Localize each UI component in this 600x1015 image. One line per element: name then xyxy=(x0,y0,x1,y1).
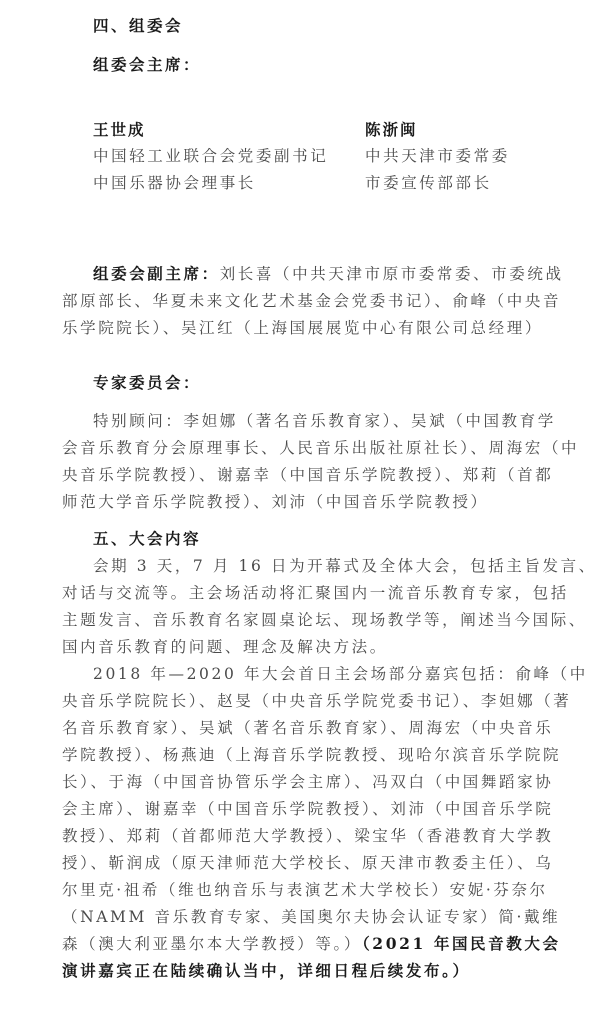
guests-line: 教授）、郑莉（首都师范大学教授）、梁宝华（香港教育大学教 xyxy=(62,827,554,845)
chair-name: 陈浙闽 xyxy=(365,120,418,139)
guests-line: 授）、靳润成（原天津师范大学校长、原天津市教委主任）、乌 xyxy=(62,854,554,872)
guests-line: 森（澳大利亚墨尔本大学教授）等。）（2021 年国民音教大会 xyxy=(62,934,561,953)
chair-title: 中共天津市委常委 xyxy=(365,147,510,165)
vice-chair-line: 组委会副主席：刘长喜（中共天津市原市委常委、市委统战 xyxy=(93,264,564,283)
content-line: 主题发言、音乐教育名家圆桌论坛、现场教学等，阐述当今国际、 xyxy=(62,611,587,629)
vice-chair-line: 乐学院院长）、吴江红（上海国展展览中心有限公司总经理） xyxy=(62,319,543,337)
guests-line: 名音乐教育家）、吴斌（著名音乐教育家）、周海宏（中央音乐 xyxy=(62,719,554,737)
vice-chair-line: 部原部长、华夏未来文化艺术基金会党委书记）、俞峰（中央音 xyxy=(62,292,562,310)
chair-title: 中国乐器协会理事长 xyxy=(93,174,256,192)
content-line: 国内音乐教育的问题、理念及解决方法。 xyxy=(62,638,388,656)
section-5-heading: 五、大会内容 xyxy=(93,529,202,548)
guests-line: 学院教授）、杨燕迪（上海音乐学院教授、现哈尔滨音乐学院院 xyxy=(62,746,562,764)
experts-line: 会音乐教育分会原理事长、人民音乐出版社原社长）、周海宏（中 xyxy=(62,439,580,457)
chair-label: 组委会主席： xyxy=(93,55,202,74)
chair-title: 中国轻工业联合会党委副书记 xyxy=(93,147,329,165)
experts-line: 央音乐学院教授）、谢嘉幸（中国音乐学院教授）、郑莉（首都 xyxy=(62,466,554,484)
experts-label: 专家委员会： xyxy=(93,373,202,392)
chair-name: 王世成 xyxy=(93,120,146,139)
content-line: 会期 3 天，7 月 16 日为开幕式及全体大会，包括主旨发言、 xyxy=(93,557,597,575)
chair-title: 市委宣传部部长 xyxy=(365,174,492,192)
experts-line: 特别顾问：李妲娜（著名音乐教育家）、吴斌（中国教育学 xyxy=(93,412,556,430)
chair-column-2 xyxy=(365,116,510,197)
content-line: 对话与交流等。主会场活动将汇聚国内一流音乐教育专家，包括 xyxy=(62,584,569,602)
guests-line: 央音乐学院院长）、赵旻（中央音乐学院党委书记）、李妲娜（著 xyxy=(62,692,572,710)
guests-line: 2018 年—2020 年大会首日主会场部分嘉宾包括：俞峰（中 xyxy=(93,665,588,683)
guests-line: 尔里克·祖希（维也纳音乐与表演艺术大学校长）安妮·芬奈尔 xyxy=(62,881,548,899)
note-bold: （2021 年国民音教大会 xyxy=(361,934,561,953)
chair-column-1 xyxy=(93,116,328,197)
guests-line: 会主席）、谢嘉幸（中国音乐学院教授）、刘沛（中国音乐学院 xyxy=(62,800,554,818)
vice-chair-label: 组委会副主席： xyxy=(93,264,220,283)
guests-line: （NAMM 音乐教育专家、美国奥尔夫协会认证专家）简·戴维 xyxy=(62,908,561,926)
experts-line: 师范大学音乐学院教授）、刘沛（中国音乐学院教授） xyxy=(62,493,489,511)
guests-line: 长）、于海（中国音协管乐学会主席）、冯双白（中国舞蹈家协 xyxy=(62,773,554,791)
section-4-heading: 四、组委会 xyxy=(93,16,184,35)
note-bold-line: 演讲嘉宾正在陆续确认当中，详细日程后续发布。） xyxy=(62,961,471,980)
